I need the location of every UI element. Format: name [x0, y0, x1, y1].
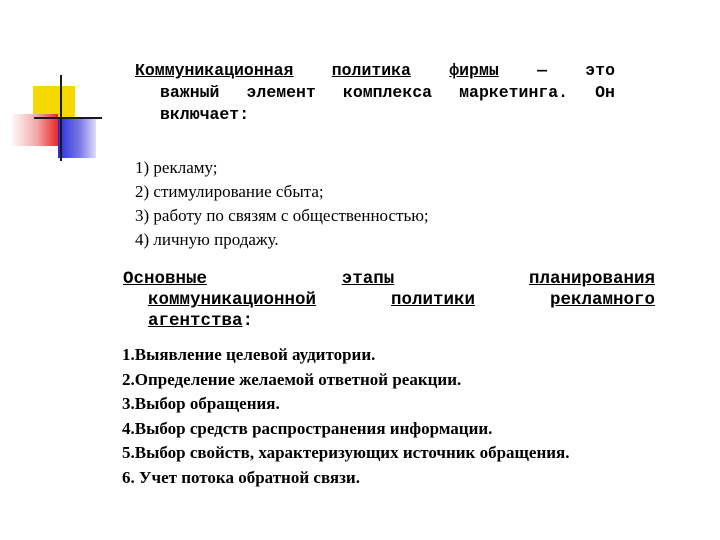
intro-term-2: политика: [331, 61, 411, 80]
intro-term-1: Коммуникационная: [135, 61, 294, 80]
list-item: 4.Выбор средств распространения информации.: [122, 418, 493, 438]
list-item: 6. Учет потока обратной связи.: [122, 467, 360, 487]
stages-heading-line-1: [123, 269, 655, 290]
intro-term-3: фирмы: [449, 61, 499, 80]
intro-line-2: [135, 82, 615, 104]
list-item: 1.Выявление целевой аудитории.: [122, 345, 376, 364]
intro-word: включает:: [160, 105, 250, 124]
intro-paragraph: [135, 60, 615, 126]
list-item: 3.Выбор обращения.: [122, 394, 280, 413]
stages-heading-line-2: [123, 290, 655, 311]
decor-blue-square: [58, 118, 96, 158]
list-item: 4) личную продажу.: [135, 230, 279, 249]
list-item: 2) стимулирование сбыта;: [135, 182, 324, 201]
intro-word: комплекса: [342, 83, 433, 102]
stages-heading: [123, 269, 655, 332]
heading-word: Основные: [123, 269, 208, 289]
heading-word: этапы: [341, 269, 395, 289]
intro-line-3: [135, 104, 615, 126]
intro-dash: —: [537, 61, 547, 80]
list-item: 2.Определение желаемой ответной реакции.: [122, 369, 462, 389]
heading-word: политики: [390, 290, 475, 310]
list-item: 3) работу по связям с общественностью;: [135, 206, 429, 225]
decor-horizontal-line: [34, 117, 102, 119]
intro-word: Он: [595, 83, 615, 102]
intro-word: важный: [160, 83, 220, 102]
heading-colon: :: [242, 311, 254, 331]
intro-word: элемент: [246, 83, 316, 102]
stages-list: [122, 343, 570, 490]
intro-line-1: [135, 60, 615, 82]
heading-word: планирования: [528, 269, 655, 289]
heading-word: агентства: [148, 311, 243, 331]
heading-word: рекламного: [549, 290, 655, 310]
components-list: [135, 156, 429, 252]
intro-word-eto: это: [585, 61, 615, 80]
intro-word: маркетинга.: [459, 83, 569, 102]
list-item: 1) рекламу;: [135, 158, 218, 177]
list-item: 5.Выбор свойств, характеризующих источник обращения.: [122, 443, 570, 462]
heading-word: коммуникационной: [148, 290, 317, 310]
stages-heading-line-3: [123, 311, 655, 332]
